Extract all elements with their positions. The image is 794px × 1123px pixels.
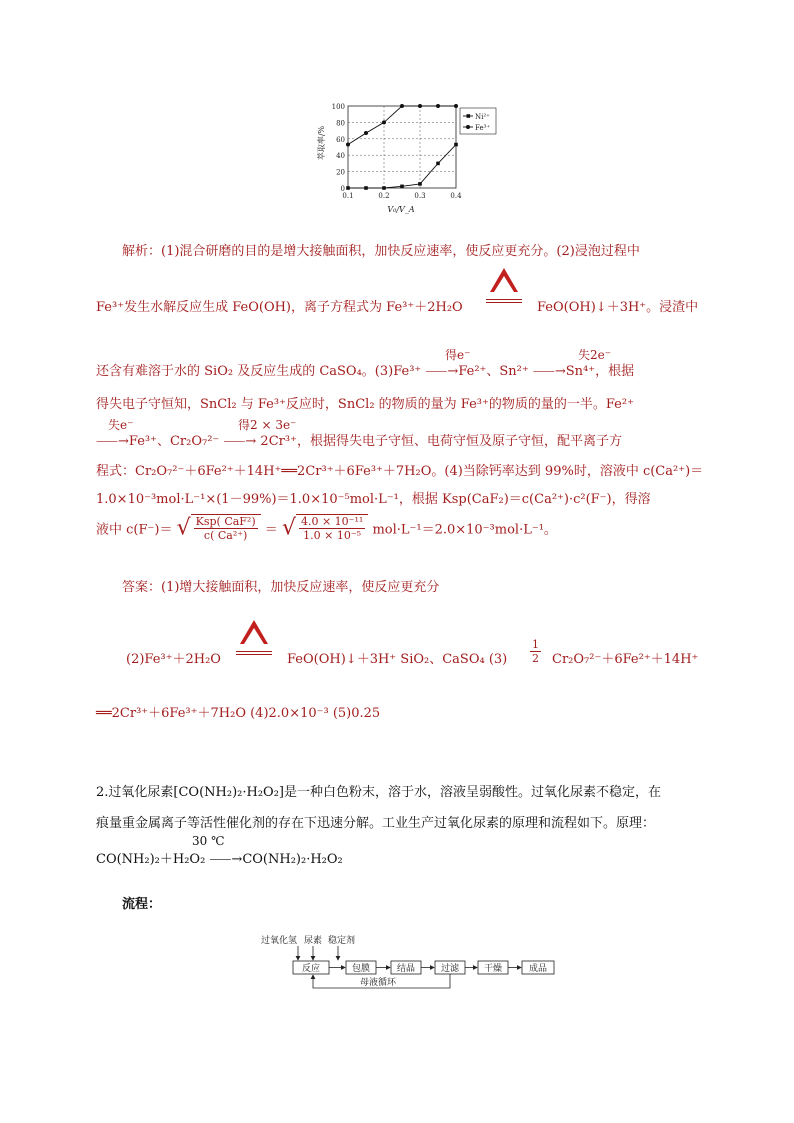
data-point-fe bbox=[364, 131, 368, 135]
analysis-line-2b: FeO(OH)↓＋3H⁺。浸渣中 bbox=[537, 300, 699, 315]
flow-label: 流程： bbox=[122, 897, 162, 912]
data-point-ni bbox=[418, 182, 422, 186]
x-tick-label: 0.4 bbox=[450, 192, 462, 200]
analysis-line-8-eq: ＝ bbox=[264, 522, 278, 538]
analysis-line-8 bbox=[96, 514, 557, 542]
flow-step-crystallize: 结晶 bbox=[396, 964, 416, 974]
data-point-ni bbox=[364, 186, 368, 190]
frac2-num: 4.0 × 10⁻¹¹ bbox=[300, 515, 364, 528]
data-point-fe bbox=[382, 120, 386, 124]
half-den: 2 bbox=[532, 652, 539, 665]
x-tick-label: 0.2 bbox=[378, 192, 390, 200]
analysis-line-8a: 液中 c(F⁻)＝ bbox=[96, 522, 173, 538]
sqrt-icon: √ bbox=[176, 515, 191, 541]
flow-step-reaction: 反应 bbox=[301, 964, 321, 974]
y-tick-label: 0 bbox=[340, 185, 345, 193]
y-tick-label: 20 bbox=[336, 168, 345, 177]
question2-line-2: 痕量重金属离子等活性催化剂的存在下迅速分解。工业生产过氧化尿素的原理和流程如下。原理： bbox=[96, 816, 656, 831]
y-tick-label: 40 bbox=[336, 152, 345, 161]
data-point-ni bbox=[400, 185, 404, 189]
answer-half bbox=[530, 638, 541, 665]
plot-frame bbox=[348, 106, 456, 188]
flow-step-filter: 过滤 bbox=[440, 964, 460, 974]
analysis-line-6: 程式：Cr₂O₇²⁻＋6Fe²⁺＋14H⁺══2Cr³⁺＋6Fe³⁺＋7H₂O。(4)当除钙率达到 99%时，溶液中 c(Ca²⁺)＝ bbox=[96, 464, 704, 479]
equilibrium-line-2 bbox=[236, 651, 272, 655]
x-tick-label: 0.3 bbox=[414, 192, 426, 200]
frac1-num: Ksp( CaF²) bbox=[195, 515, 256, 528]
data-point-ni bbox=[454, 143, 458, 147]
legend-marker bbox=[466, 125, 470, 129]
flow-input-h2o2: 过氧化氢 bbox=[261, 936, 298, 946]
y-tick-label: 60 bbox=[336, 135, 345, 144]
half-num: 1 bbox=[532, 638, 539, 651]
sqrt-icon-2: √ bbox=[281, 515, 296, 541]
flow-step-coating: 包膜 bbox=[351, 964, 371, 974]
process-flow-diagram bbox=[258, 928, 558, 998]
data-point-ni bbox=[436, 162, 440, 166]
data-point-ni bbox=[346, 186, 350, 190]
analysis-line-5: ⸺→Fe³⁺、Cr₂O₇²⁻ ⸺→ 2Cr³⁺，根据得失电子守恒、电荷守恒及原子守恒，配平离子方 bbox=[96, 434, 622, 449]
legend-label: Ni²⁺ bbox=[475, 113, 490, 121]
question2-line-3: CO(NH₂)₂＋H₂O₂ ⸺→CO(NH₂)₂·H₂O₂ bbox=[96, 852, 343, 867]
data-point-fe bbox=[346, 143, 350, 147]
answer-line-2c: Cr₂O₇²⁻＋6Fe²⁺＋14H⁺ bbox=[552, 652, 699, 667]
flow-input-stabilizer: 稳定剂 bbox=[328, 936, 356, 946]
y-tick-label: 100 bbox=[331, 103, 345, 111]
analysis-line-2a: Fe³⁺发生水解反应生成 FeO(OH)，离子方程式为 Fe³⁺＋2H₂O bbox=[96, 300, 463, 315]
analysis-line-3: 还含有难溶于水的 SiO₂ 及反应生成的 CaSO₄。(3)Fe³⁺ ⸺→Fe²⁺、Sn²⁺ ⸺→Sn⁴⁺，根据 bbox=[96, 364, 635, 379]
flow-step-dry: 干燥 bbox=[483, 964, 503, 974]
y-tick-label: 80 bbox=[336, 119, 345, 128]
chart-ylabel: 萃取率/% bbox=[317, 125, 326, 161]
chart-xlabel: V₀/V_A bbox=[387, 205, 415, 214]
data-point-fe bbox=[418, 104, 422, 108]
data-point-fe bbox=[454, 104, 458, 108]
frac1-den: c( Ca²⁺) bbox=[203, 529, 248, 542]
data-point-fe bbox=[436, 104, 440, 108]
legend-marker bbox=[467, 114, 471, 118]
analysis-line-7: 1.0×10⁻³mol·L⁻¹×(1－99%)＝1.0×10⁻⁵mol·L⁻¹，根据 Ksp(CaF₂)＝c(Ca²⁺)·c²(F⁻)，得溶 bbox=[96, 492, 651, 507]
answer-line-2a: (2)Fe³⁺＋2H₂O bbox=[126, 652, 221, 667]
extraction-rate-chart bbox=[310, 98, 510, 218]
data-point-ni bbox=[382, 186, 386, 190]
arrow-label-gain-6e: 得2 × 3e⁻ bbox=[238, 418, 297, 432]
flow-loop-label: 母液循环 bbox=[359, 978, 397, 988]
equilibrium-line bbox=[486, 299, 522, 303]
answer-line-2b: FeO(OH)↓＋3H⁺ SiO₂、CaSO₄ (3) bbox=[287, 652, 508, 667]
analysis-line-8b: mol·L⁻¹＝2.0×10⁻³mol·L⁻¹。 bbox=[372, 522, 557, 538]
question2-line-1: 2.过氧化尿素[CO(NH₂)₂·H₂O₂]是一种白色粉末，溶于水，溶液呈弱酸性。过氧化尿素不稳定，在 bbox=[96, 785, 661, 800]
flow-input-urea: 尿素 bbox=[304, 936, 323, 946]
analysis-line-4: 得失电子守恒知，SnCl₂ 与 Fe³⁺反应时，SnCl₂ 的物质的量为 Fe³⁺的物质的量的一半。Fe²⁺ bbox=[96, 397, 634, 412]
answer-line-3: ══2Cr³⁺＋6Fe³⁺＋7H₂O (4)2.0×10⁻³ (5)0.25 bbox=[96, 706, 381, 721]
flow-step-product: 成品 bbox=[528, 964, 548, 974]
data-point-fe bbox=[400, 104, 404, 108]
x-tick-label: 0.1 bbox=[342, 192, 354, 200]
answer-line-1: 答案：(1)增大接触面积，加快反应速率，使反应更充分 bbox=[122, 580, 440, 595]
frac2-den: 1.0 × 10⁻⁵ bbox=[303, 529, 362, 542]
arrow-label-gain-e: 得e⁻ bbox=[445, 348, 471, 362]
arrow-label-lose-e: 失e⁻ bbox=[108, 418, 134, 432]
legend-label: Fe³⁺ bbox=[475, 124, 491, 132]
arrow-label-lose-2e: 失2e⁻ bbox=[578, 348, 612, 362]
analysis-line-1: 解析：(1)混合研磨的目的是增大接触面积，加快反应速率，使反应更充分。(2)浸泡过程中 bbox=[122, 244, 640, 259]
series-line-0 bbox=[348, 145, 456, 188]
question2-condition: 30 ℃ bbox=[192, 834, 225, 848]
